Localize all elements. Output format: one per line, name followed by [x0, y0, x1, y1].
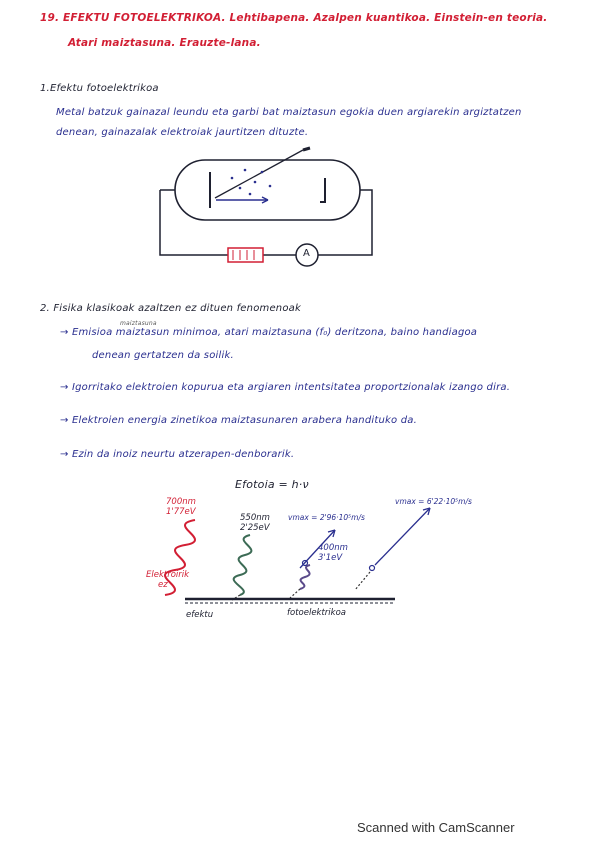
- green-wavelength: 550nm: [240, 513, 270, 523]
- red-wavelength: 700nm: [166, 497, 196, 507]
- electron-2: [370, 566, 375, 571]
- vmax-label-1: vmax = 2'96·10⁵m/s: [288, 513, 365, 522]
- photon-energy-formula: Efotoia = h·ν: [235, 478, 309, 491]
- bullet1-line1: → Emisioa maiztasun minimoa, atari maiztasuna (f₀) deritzona, baino handiagoa: [60, 327, 478, 338]
- green-energy: 2'25eV: [240, 523, 270, 533]
- bullet3: → Elektroien energia zinetikoa maiztasunaren arabera handituko da.: [60, 415, 417, 426]
- purple-wave: [300, 565, 310, 589]
- section2-heading: 2. Fisika klasikoak azaltzen ez dituen fenomenoak: [40, 303, 301, 314]
- vmax-label-2: vmax = 6'22·10⁵m/s: [395, 497, 472, 506]
- no-electron-label-2: ez: [158, 580, 168, 590]
- red-wave: [165, 520, 195, 595]
- section1-heading: 1.Efektu fotoelektrikoa: [40, 83, 159, 94]
- scanner-footer: Scanned with CamScanner: [357, 820, 515, 835]
- bullet4: → Ezin da inoiz neurtu atzerapen-denborarik.: [60, 449, 295, 460]
- bullet2: → Igorritako elektroien kopurua eta argiaren intentsitatea proportzionalak izango dira.: [60, 382, 511, 393]
- electron-path-2: [375, 508, 430, 565]
- section1-paragraph-line1: Metal batzuk gainazal leundu eta garbi bat maiztasun egokia duen argiarekin argiztatzen: [56, 107, 522, 118]
- bullet1-line2: denean gertatzen da soilik.: [92, 350, 234, 361]
- page-title-line1: 19. EFEKTU FOTOELEKTRIKOA. Lehtibapena. Azalpen kuantikoa. Einstein-en teoria.: [40, 12, 548, 24]
- purple-energy: 3'1eV: [318, 553, 343, 563]
- page-title-line2: Atari maiztasuna. Erauzte-lana.: [68, 37, 261, 49]
- annotation-maiztasuna: maiztasuna: [120, 320, 157, 327]
- red-energy: 1'77eV: [166, 507, 196, 517]
- purple-wavelength: 400nm: [318, 543, 348, 553]
- bottom-label-efektu: efektu: [186, 610, 214, 620]
- green-wave: [234, 535, 252, 595]
- section1-paragraph-line2: denean, gainazalak elektroiak jaurtitzen dituzte.: [56, 127, 309, 138]
- bottom-label-fotoelektrikoa: fotoelektrikoa: [287, 608, 346, 618]
- no-electron-label-1: Elektroirik: [146, 570, 190, 580]
- ammeter-label: A: [303, 248, 310, 259]
